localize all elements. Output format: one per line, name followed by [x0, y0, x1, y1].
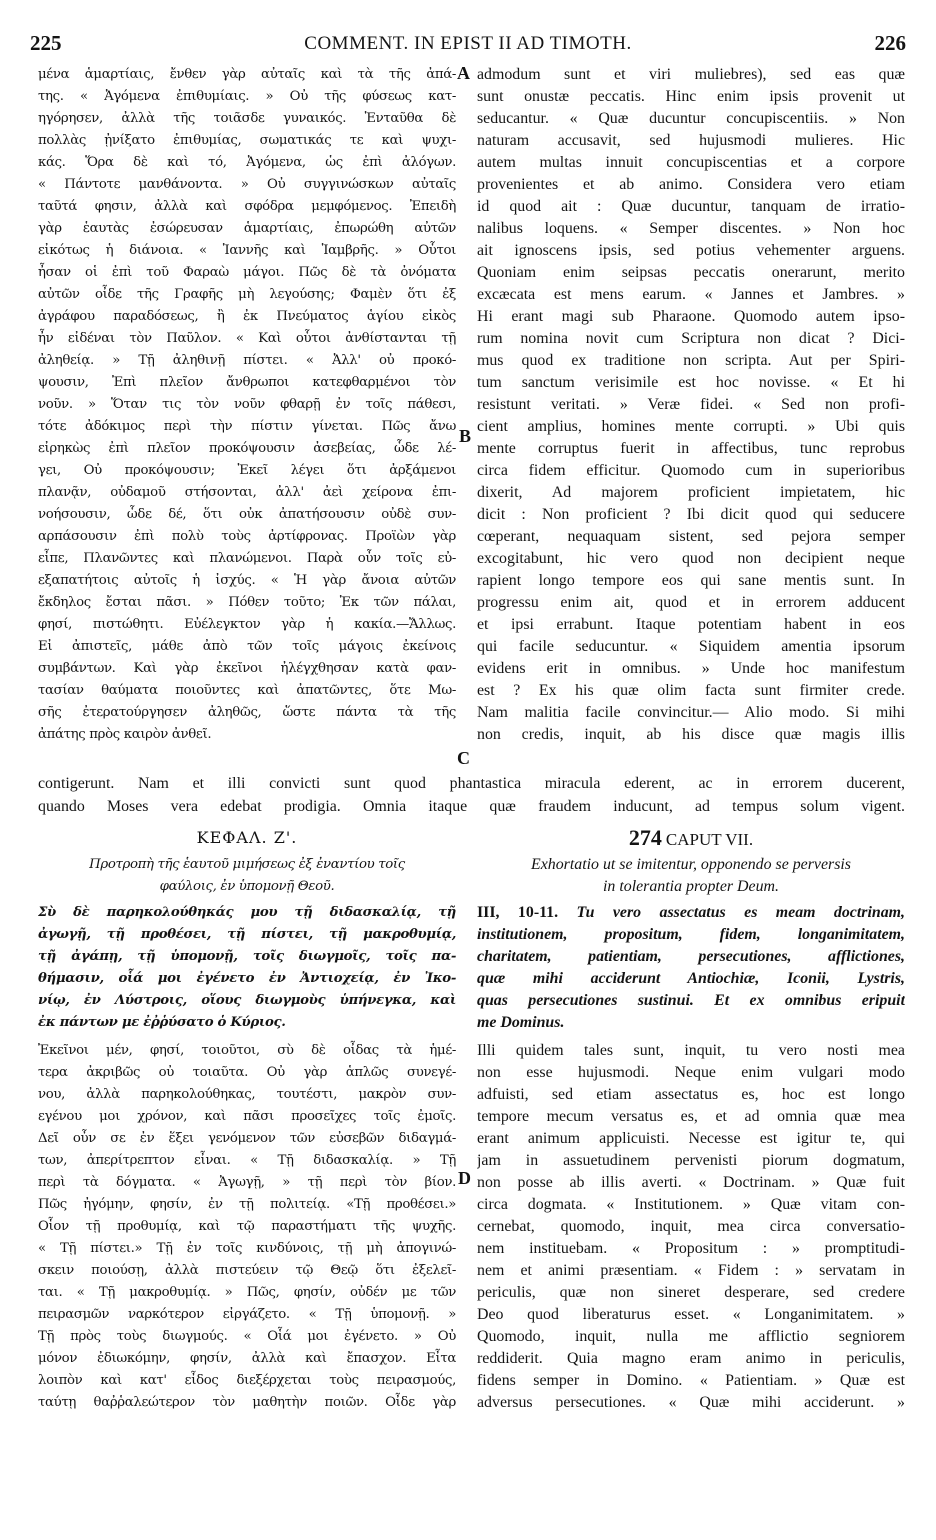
latin-body-line: circa dogmata. « Institutionem. » Quæ vitam con- — [477, 1196, 905, 1213]
greek-body-line: Τῇ πρὸς τοὺς διωγμούς. « Οἷά μοι ἐγένετο. » Οὐ — [38, 1329, 456, 1344]
latin-verse-line: quas persecutiones sustinui. Et ex omnibus eripuit — [477, 992, 905, 1009]
greek-body-line: εγένου μοι χρόνον, καὶ πᾶσι προσεῖχες τοῖς ἐμοῖς. — [38, 1109, 456, 1124]
greek-chapter — [38, 822, 456, 1522]
latin-line: evidens erit in omnibus. » Unde hoc manifestum — [477, 660, 905, 677]
greek-verse-line: τῇ ἀγάπῃ, τῇ ὑπομονῇ, τοῖς διωγμοῖς, τοῖς πα- — [38, 949, 456, 964]
latin-verse-first-line — [477, 902, 905, 924]
latin-verse-line: me Dominus. — [477, 1014, 565, 1031]
latin-subtitle-line: in tolerantia propter Deum. — [603, 878, 779, 895]
latin-line: non credis, inquit, ab his disce quæ magis illis — [477, 726, 905, 743]
latin-line: qui facile seducuntur. « Siquidem amentia ipsorum — [477, 638, 905, 655]
latin-body-line: fidens semper in Domino. « Patientiam. » Quæ est — [477, 1372, 905, 1389]
latin-body-line: nem et animi præsentiam. « Fidem : » servatam in — [477, 1262, 905, 1279]
greek-subtitle-line: φαύλοις, ἐν ὑπομονῇ Θεοῦ. — [159, 879, 335, 894]
greek-column-top — [38, 64, 456, 770]
latin-line: cœperant, nequaquam sistent, sed pejora semper — [477, 528, 905, 545]
greek-line: πολλὰς ᾐνίξατο ἐπιθυμίας, σωματικάς τε καὶ ψυχι- — [38, 133, 456, 148]
greek-line: ἀγράφου παραδόσεως, ἢ ἐκ Πνεύματος ἁγίου εἰκὸς — [38, 309, 456, 324]
verse-reference: III, 10-11. — [477, 904, 559, 921]
latin-line: nalibus loquens. « Semper discentes. » Non hoc — [477, 220, 905, 237]
greek-line: Εἰ ἀπιστεῖς, μάθε ἀπὸ τῶν τοῖς μάγοις ἐκείνοις — [38, 639, 456, 654]
greek-body-line: Πῶς ἠγόμην, φησίν, ἐν τῇ πολιτείᾳ. «Τῇ προθέσει.» — [38, 1197, 456, 1212]
latin-body-line: adversus persecutiones. « Quæ mihi acciderunt. » — [477, 1394, 905, 1411]
greek-chapter-subtitle — [38, 854, 456, 898]
latin-body-line: jam in assuetudinem pervenisti piorum dogmatum, — [477, 1152, 905, 1169]
greek-body-line: τερα ἀκριβῶς οὐ τοιαῦτα. Οὐ γὰρ ἁπλῶς συνεγέ- — [38, 1065, 456, 1080]
greek-line: αρπάσουσιν ἐπὶ πολὺ τοὺς ἀρτίφρονας. Προϊὼν γὰρ — [38, 529, 456, 544]
latin-chapter — [477, 822, 905, 1522]
latin-commentary — [477, 1040, 905, 1414]
latin-verse-line: quæ mihi acciderunt Antiochiæ, Iconii, Lystris, — [477, 970, 905, 987]
greek-verse-line: θήμασιν, οἷά μοι ἐγένετο ἐν Ἀντιοχείᾳ, ἐν Ἰκο- — [38, 971, 456, 986]
greek-chapter-heading: ΚΕΦΑΛ. Ζ'. — [196, 828, 298, 847]
greek-body-line: ται. « Τῇ μακροθυμίᾳ. » Πῶς, φησίν, οὐδέν με τῶν — [38, 1285, 456, 1300]
greek-body-line: πειρασμῶν ναρκότερον εἰργάζετο. « Τῇ ὑπομονῇ. » — [38, 1307, 456, 1322]
greek-line: γει, Οὐ προκόψουσιν; Ἐκεῖ λέγει ὅτι ἀρξάμενοι — [38, 463, 456, 478]
latin-subtitle-line: Exhortatio ut se imitentur, opponendo se perversis — [531, 856, 851, 873]
greek-line: φησί, πιστώθητι. Εὐέλεγκτον γὰρ ἡ κακία.—Ἄλλως. — [38, 617, 456, 632]
page-number-left: 225 — [30, 31, 62, 55]
greek-body-line: ταύτῃ θαῤῥαλεώτερον τὸν μαθητὴν ποιῶν. Οἶδε γὰρ — [38, 1395, 456, 1410]
column-number: 274 — [628, 825, 662, 850]
greek-line: σῆς ἐτερατούργησεν ἀληθῶς, ὥστε πάντα τὰ τῆς — [38, 705, 456, 720]
greek-verse-text — [38, 902, 456, 1034]
greek-line: ἔκδηλος ἔσται πᾶσι. » Πόθεν τοῦτο; Ἐκ τῶν πάλαι, — [38, 595, 456, 610]
verse-first-text: Tu vero assectatus es meam doctrinam, — [576, 904, 905, 921]
greek-line: ταῦτά φησιν, ἀλλὰ καὶ σφόδρα μεμφόμενος. Ἐπειδὴ — [38, 199, 456, 214]
greek-body-line: περὶ τὰ δόγματα. « Ἀγωγῇ, » τῇ περὶ τὸν βίον. — [38, 1175, 456, 1190]
latin-body-line: erant animum applicuisti. Necesse est igitur te, qui — [477, 1130, 905, 1147]
latin-body-line: nem instituebam. « Propositum : » promptitudi- — [477, 1240, 905, 1257]
greek-line: τότε ἀδόκιμος περὶ τὴν πίστιν γίνεται. Πῶς ἄνω — [38, 419, 456, 434]
greek-line: τασίαν θαύματα ποιοῦντες καὶ ἀπατῶντες, ὅτε Μω- — [38, 683, 456, 698]
latin-line: dixerit, Ad majorem proficient impietatem, hic — [477, 484, 905, 501]
greek-line: ἦν εἰδέναι τὸν Παῦλον. « Καὶ οὗτοι ἀνθίστανται τῇ — [38, 331, 456, 346]
greek-body-line: Οἷον τῇ προθυμίᾳ, καὶ τῷ παραστήματι τῆς ψυχῆς. — [38, 1219, 456, 1234]
latin-chapter-title: CAPUT VII. — [665, 830, 754, 849]
latin-full-width-lines — [38, 772, 905, 820]
latin-line: rum nomina novit cum Scriptura non dicat ? Dici- — [477, 330, 905, 347]
greek-line: « Πάντοτε μανθάνοντα. » Οὐ συγγινώσκων αὐταῖς — [38, 177, 456, 192]
latin-body-line: Quomodo, inquit, nulla me afflictio segniorem — [477, 1328, 905, 1345]
greek-body-line: λοιπὸν καὶ κατ' εἶδος διεξέρχεται τοὺς πειρασμούς, — [38, 1373, 456, 1388]
greek-commentary — [38, 1040, 456, 1414]
latin-line: est ? Ex his quæ olim facta sunt firmiter crede. — [477, 682, 905, 699]
page-header — [30, 31, 906, 61]
latin-verse-lines — [477, 924, 905, 1034]
latin-line: mente corruptus fuerit in affectibus, tunc reprobus — [477, 440, 905, 457]
greek-line: ψουσιν, Ἐπὶ πλεῖον ἄνθρωποι κατεφθαρμένοι τὸν — [38, 375, 456, 390]
greek-line: νοῦν. » Ὅταν τις τὸν νοῦν φθαρῇ ἐν τοῖς πάθεσι, — [38, 397, 456, 412]
latin-body-line: cernebat, quomodo, inquit, mea circa conversatio- — [477, 1218, 905, 1235]
greek-line: ἀπάτης πρὸς καιρὸν ἀνθεῖ. — [38, 727, 212, 742]
latin-line: dicit : Non proficient ? Ibi dicit quod qui seducere — [477, 506, 905, 523]
greek-subtitle-line: Προτροπὴ τῆς ἑαυτοῦ μιμήσεως ἐξ ἐναντίου τοῖς — [89, 857, 405, 872]
greek-line: ἦσαν οἱ ἐπὶ τοῦ Φαραὼ μάγοι. Πῶς δὲ τὰ ὀνόματα — [38, 265, 456, 280]
latin-body-line: periculis, quæ non sineret desperare, sed credere — [477, 1284, 905, 1301]
latin-line: rapient longo tempore eos qui sane mentis sunt. In — [477, 572, 905, 589]
latin-line: id quod ait : Quæ ducuntur, tanquam de irratio- — [477, 198, 905, 215]
greek-line: εξαπατήτοις αὐτοῖς ἡ ἰσχύς. « Ἡ γὰρ ἄνοια αὐτῶν — [38, 573, 456, 588]
latin-line: ait ignoscens ipsis, sed potius vehementer arguens. — [477, 242, 905, 259]
greek-line: αὐτῶν οἶδε τῆς Γραφῆς μὴ λεγούσης; Φαμὲν ὅτι ἐξ — [38, 287, 456, 302]
latin-line: seducantur. « Quæ ducuntur concupiscentiis. » Non — [477, 110, 905, 127]
latin-verse-line: charitatem, patientiam, persecutiones, afflictiones, — [477, 948, 905, 965]
greek-line: γὰρ ἑαυτὰς ἐσώρευσαν ἁμαρτίαις, ἐπωρώθη αὐτῶν — [38, 221, 456, 236]
latin-body-line: non esse hujusmodi. Neque enim vulgari modo — [477, 1064, 905, 1081]
page-number-right: 226 — [874, 31, 906, 55]
greek-body-line: « Τῇ πίστει.» Τῇ ἐν τοῖς κινδύνοις, τῇ μὴ ἀπογινώ- — [38, 1241, 456, 1256]
running-title: COMMENT. IN EPIST II AD TIMOTH. — [304, 33, 632, 54]
latin-body-line: tempore mecum versatus es, et ad omnia quæ mea — [477, 1108, 905, 1125]
latin-line: et ipsi errabunt. Itaque potentiam habent in eos — [477, 616, 905, 633]
greek-verse-line: ἐκ πάντων με ἐῤῥύσατο ὁ Κύριος. — [38, 1015, 286, 1030]
greek-line: κάς. Ὅρα δὲ καὶ τό, Ἀγόμενα, ὡς ἐπὶ ἀλόγων. — [38, 155, 456, 170]
latin-chapter-heading — [477, 822, 905, 854]
greek-line: πλανᾷν, οὐδαμοῦ στήσονται, ἀλλ' ἀεὶ χείρονα ἐπι- — [38, 485, 456, 500]
margin-marker-d: D — [458, 1168, 471, 1188]
latin-line: progressu enim ait, quod et in errorem adducent — [477, 594, 905, 611]
latin-body-line: reddiderit. Quia magno eram animo in periculis, — [477, 1350, 905, 1367]
margin-marker-c: C — [457, 748, 470, 768]
latin-line: admodum sunt et viri muliebres), sed eas quæ — [477, 66, 905, 83]
latin-line: Hi erant magi sub Pharaone. Quomodo autem ipso- — [477, 308, 905, 325]
latin-body-line: adfuisti, sed etiam assectatus es, hoc est longo — [477, 1086, 905, 1103]
greek-line: μένα ἁμαρτίαις, ἔνθεν γὰρ αὐταῖς καὶ τὰ τῆς ἀπά- — [38, 67, 456, 82]
latin-line: mus quod ex traditione non scripta. Aut per Spiri- — [477, 352, 905, 369]
latin-body-line: non posse ab illis averti. « Doctrinam. » Quæ fuit — [477, 1174, 905, 1191]
latin-verse-line: institutionem, propositum, fidem, longanimitatem, — [477, 926, 905, 943]
latin-line: excæcata est mens earum. « Jannes et Jambres. » — [477, 286, 905, 303]
margin-marker-b: B — [459, 426, 472, 446]
latin-line: provenientes et ab animo. Considera vero etiam — [477, 176, 905, 193]
greek-line: εἰκότως ἡ διάνοια. « Ἰαννῆς καὶ Ἰαμβρῆς. » Οὗτοι — [38, 243, 456, 258]
latin-line: Quoniam enim seipsas peccatis onerarunt, merito — [477, 264, 905, 281]
greek-body-line: νου, ἀλλὰ παρηκολούθηκας, τουτέστι, μακρὸν συν- — [38, 1087, 456, 1102]
latin-body-line: Illi quidem tales sunt, inquit, tu vero nosti mea — [477, 1042, 905, 1059]
greek-verse-line: ἀγωγῇ, τῇ προθέσει, τῇ πίστει, τῇ μακροθυμίᾳ, — [38, 927, 456, 942]
latin-line: cient amplius, homines mente corrupti. » Ubi quis — [477, 418, 905, 435]
latin-wide-line: contigerunt. Nam et illi convicti sunt quod phantastica miracula ederent, ac in errorem ducerent, — [38, 775, 905, 792]
greek-line: ἀληθείᾳ. » Τῇ ἀληθινῇ πίστει. « Ἀλλ' οὐ προκό- — [38, 353, 456, 368]
greek-line: εἰρηκὼς ἐπὶ πλεῖον προκόψουσιν ἀσεβείας, ὧδε λέ- — [38, 441, 456, 456]
greek-body-line: Δεῖ οὖν σε ἐν ἕξει γενόμενον τῶν εὐσεβῶν διδαγμά- — [38, 1131, 456, 1146]
greek-verse-line: Σὺ δὲ παρηκολούθηκάς μου τῇ διδασκαλίᾳ, τῇ — [38, 905, 456, 920]
greek-line: εἶπε, Πλανῶντες καὶ πλανώμενοι. Παρὰ οὖν τοῖς εὐ- — [38, 551, 456, 566]
latin-line: autem multas innuit concupiscentias et a corpore — [477, 154, 905, 171]
latin-line: sunt onustæ peccatis. Hinc enim ipsis provenit ut — [477, 88, 905, 105]
latin-line: naturam accusavit, sed hujusmodi mulieres. Hic — [477, 132, 905, 149]
latin-line: resistunt veritati. » Veræ fidei. « Sed non profi- — [477, 396, 905, 413]
latin-line: excogitabunt, hic vero quod non decipient neque — [477, 550, 905, 567]
greek-line: νοήσουσιν, ὧδε δέ, ὅτι οὐκ ἀπατήσουσιν οὐδὲ συν- — [38, 507, 456, 522]
margin-marker-a: A — [457, 63, 470, 83]
latin-line: tum sanctum verisimile est hoc novisse. « Et hi — [477, 374, 905, 391]
latin-line: circa fidem efficitur. Quomodo cum in superioribus — [477, 462, 905, 479]
greek-body-line: των, ἀπερίτρεπτον εἶναι. « Τῇ διδασκαλίᾳ. » Τῇ — [38, 1153, 456, 1168]
latin-line: Nam malitia facile convincitur.— Alio modo. Si mihi — [477, 704, 905, 721]
greek-line: της. « Ἀγόμενα ἐπιθυμίαις. » Οὐ τῆς φύσεως κατ- — [38, 89, 456, 104]
greek-body-line: μόνον ἐδιωκόμην, φησίν, ἀλλὰ καὶ ἔπασχον. Εἶτα — [38, 1351, 456, 1366]
latin-wide-line: quando Moses vera edebat prodigia. Omnia itaque quæ fraudem inducunt, ad tempus solum vigent. — [38, 798, 905, 815]
greek-line: ηγόρησεν, ἀλλὰ τῆς τοιᾶσδε γυναικός. Ἐνταῦθα δὲ — [38, 111, 456, 126]
greek-line: συμβάντων. Καὶ γὰρ ἐκεῖνοι ἠλέγχθησαν κατὰ φαν- — [38, 661, 456, 676]
greek-verse-line: νίῳ, ἐν Λύστροις, οἵους διωγμοὺς ὑπήνεγκα, καὶ — [38, 993, 456, 1008]
greek-body-line: Ἐκεῖνοι μέν, φησί, τοιοῦτοι, σὺ δὲ οἶδας τὰ ἡμέ- — [38, 1043, 456, 1058]
latin-body-line: Deo quod liberaturus esset. « Longanimitatem. » — [477, 1306, 905, 1323]
latin-column-top — [477, 64, 905, 770]
latin-chapter-subtitle — [477, 854, 905, 898]
greek-body-line: σκειν ποιούσῃ, ἀλλὰ πιστεύειν τῷ Θεῷ ὅτι ἐξελεῖ- — [38, 1263, 456, 1278]
latin-verse-text — [477, 902, 905, 1034]
